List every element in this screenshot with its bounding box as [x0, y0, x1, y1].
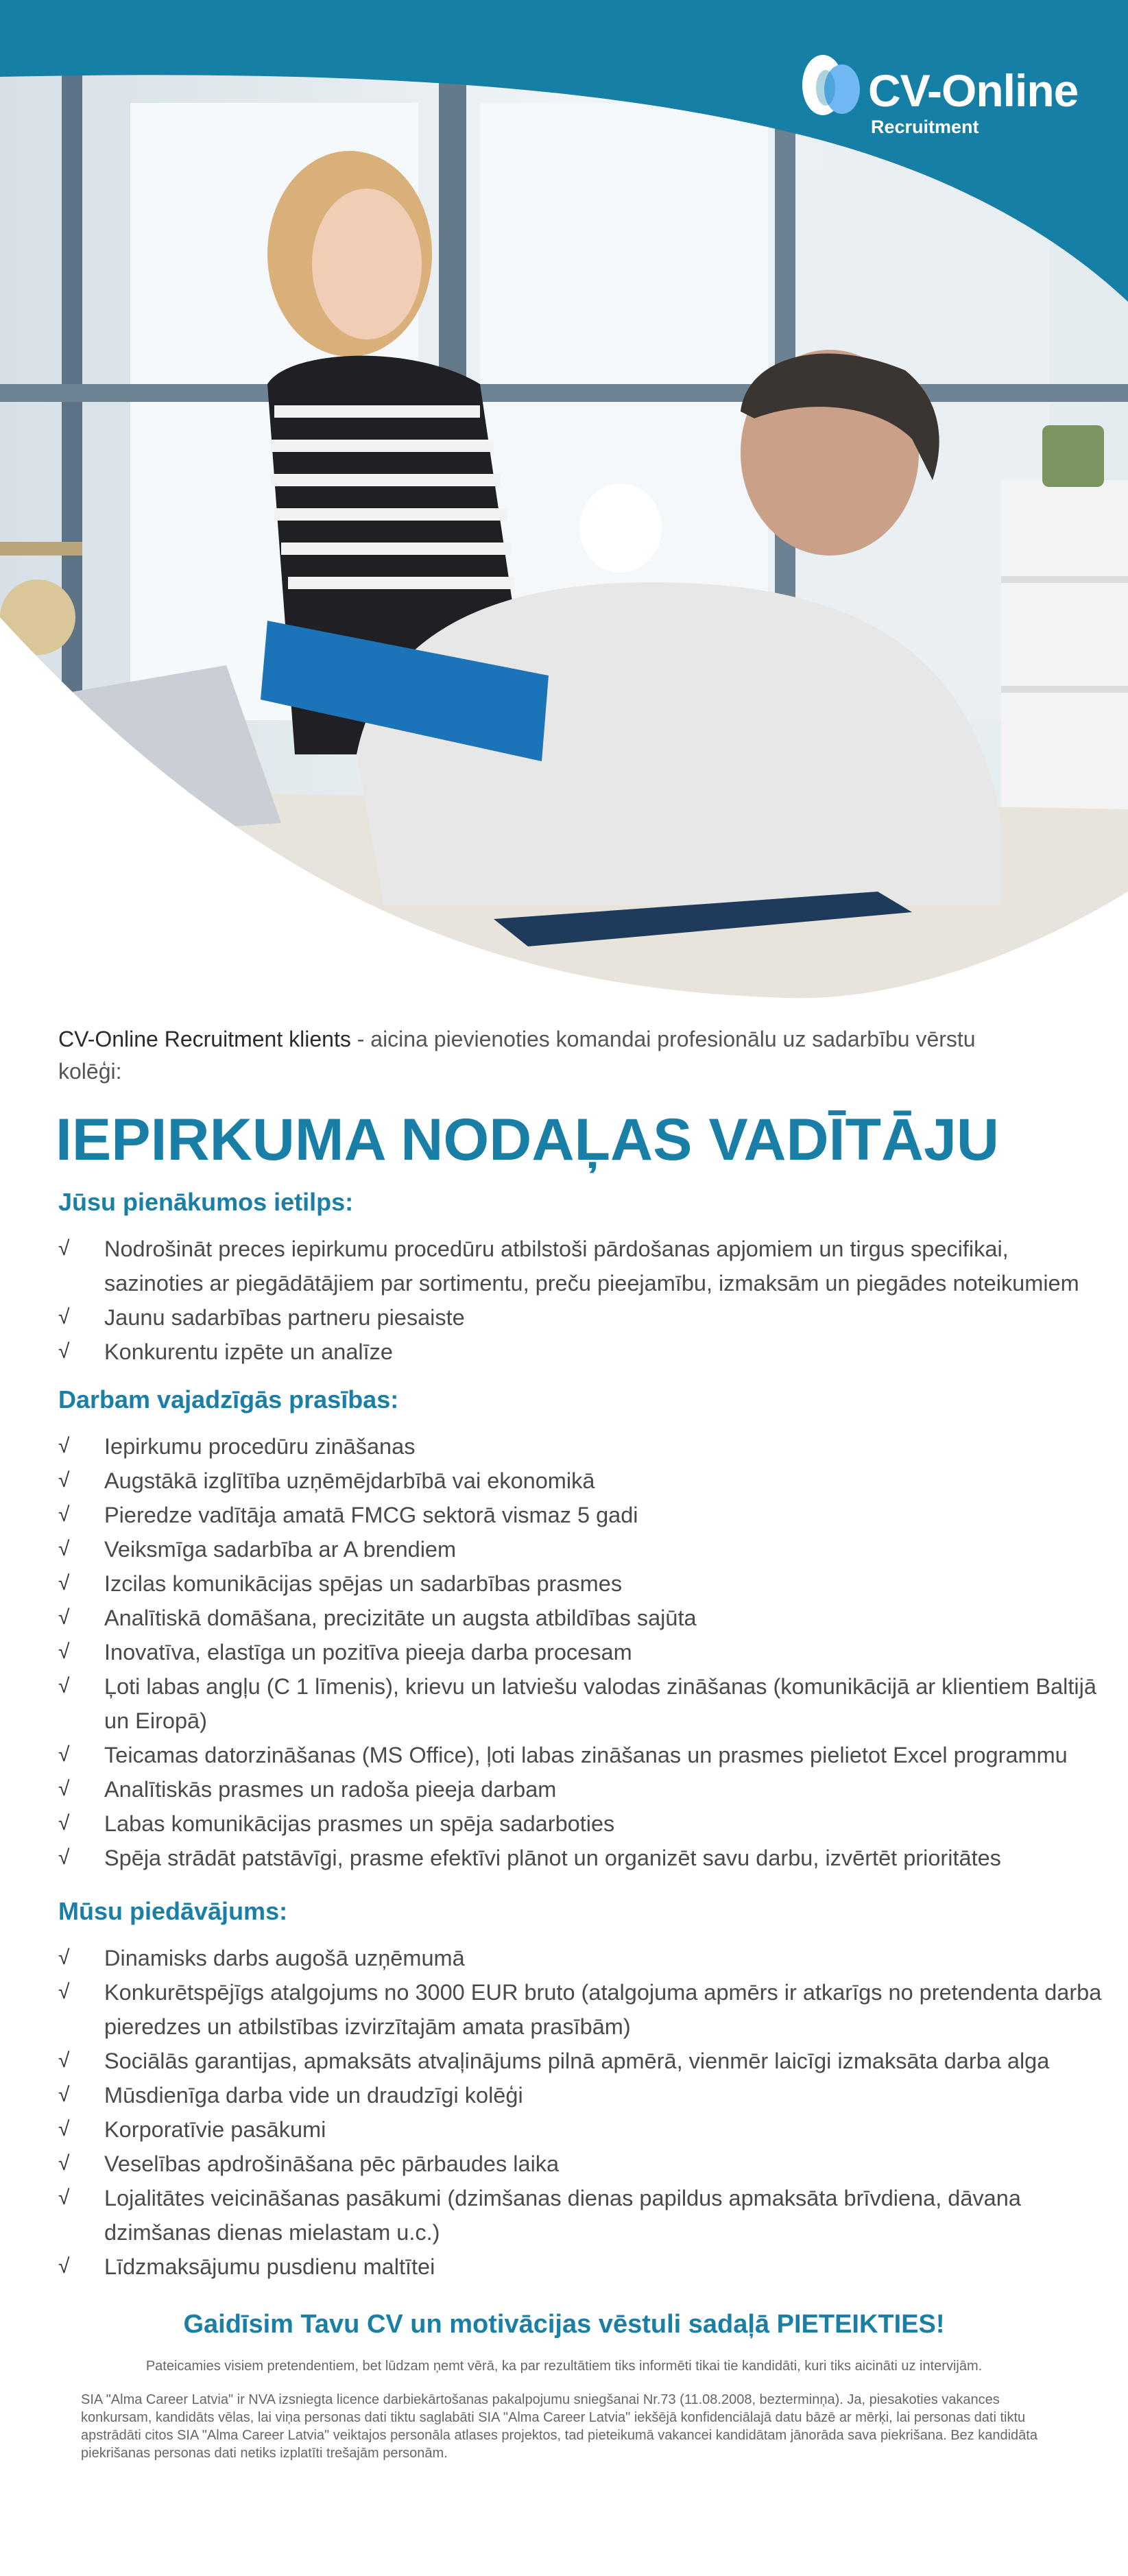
checkmark-icon: √: [58, 1641, 70, 1663]
list-item: [58, 1300, 1107, 1335]
list-item-text: Spēja strādāt patstāvīgi, prasme efektīvi plānot un organizēt savu darbu, izvērtēt prioritātes: [104, 1846, 1001, 1870]
checkmark-icon: √: [58, 2118, 70, 2140]
list-item: [58, 2078, 1107, 2112]
responsibilities-list: [58, 1232, 1107, 1369]
checkmark-icon: √: [58, 2152, 70, 2175]
list-item: [58, 1941, 1107, 1975]
checkmark-icon: √: [58, 2049, 70, 2072]
list-item: [58, 1806, 1107, 1841]
list-item: [58, 1566, 1107, 1601]
list-item: [58, 1335, 1107, 1369]
checkmark-icon: √: [58, 1778, 70, 1800]
checkmark-icon: √: [58, 1469, 70, 1492]
list-item-text: Augstākā izglītība uzņēmējdarbībā vai ekonomikā: [104, 1468, 595, 1493]
disclaimer-text: Pateicamies visiem pretendentiem, bet lūdzam ņemt vērā, ka par rezultātiem tiks informēti tikai tie kandidāti, kuri tiks aicināti uz intervijām.: [145, 2359, 983, 2374]
list-item: [58, 1669, 1107, 1738]
offer-heading: Mūsu piedāvājums:: [58, 1897, 288, 1925]
checkmark-icon: √: [58, 1675, 70, 1697]
checkmark-icon: √: [58, 1340, 70, 1363]
list-item-text: Jaunu sadarbības partneru piesaiste: [104, 1305, 465, 1330]
list-item-text: Sociālās garantijas, apmaksāts atvaļinājums pilnā apmērā, vienmēr laicīgi izmaksāta darba alga: [104, 2049, 1050, 2073]
list-item: [58, 1635, 1107, 1669]
list-item-text: Korporatīvie pasākumi: [104, 2117, 326, 2142]
cv-online-logo-icon: [797, 51, 865, 119]
client-name: CV-Online Recruitment klients: [58, 1027, 351, 1051]
list-item-text: Nodrošināt preces iepirkumu procedūru atbilstoši pārdošanas apjomiem un tirgus specifikai, sazinoties ar piegādātājiem par sortimentu, preču pieejamību, izmaksām un piegādes noteikumiem: [104, 1237, 1079, 1296]
brand-subtitle: Recruitment: [871, 117, 979, 137]
apply-call-to-action[interactable]: Gaidīsim Tavu CV un motivācijas vēstuli sadaļā PIETEIKTIES!: [183, 2310, 945, 2339]
list-item: [58, 1738, 1107, 1772]
list-item-text: Dinamisks darbs augošā uzņēmumā: [104, 1946, 465, 1970]
list-item-text: Analītiskās prasmes un radoša pieeja darbam: [104, 1777, 557, 1802]
list-item-text: Ļoti labas angļu (C 1 līmenis), krievu un latviešu valodas zināšanas (komunikācijā ar klientiem Baltijā un Eiropā): [104, 1674, 1096, 1733]
list-item-text: Labas komunikācijas prasmes un spēja sadarboties: [104, 1811, 615, 1836]
list-item: [58, 1841, 1107, 1875]
requirements-section: [58, 1384, 1107, 1875]
brand-logo[interactable]: [797, 51, 1085, 147]
list-item: [58, 2044, 1107, 2078]
hero-banner: [0, 0, 1128, 1008]
intro-text: [58, 1023, 1032, 1088]
legal-notice: SIA "Alma Career Latvia" ir NVA izsniegta licence darbiekārtošanas pakalpojumu sniegšanai Nr.73 (11.08.2008, bezterminņa). Ja, piesakoties vakances konkursam, kandidāts vēlas, lai viņa personas dati tiktu saglabāti SIA "Alma Career Latvia" iekšējā konfidenciālajā datu bāzē ar mērķi, lai personas dati tiktu apstrādāti citos SIA "Alma Career Latvia" veiktajos personāla atlases projektos, tad pieteikumā vakancei kandidātam jānorāda sava piekrišana. Bez kandidāta piekrišanas personas dati netiks izplatīti trešajām personām.: [81, 2392, 1037, 2461]
checkmark-icon: √: [58, 1743, 70, 1766]
list-item: [58, 2147, 1107, 2181]
list-item-text: Veselības apdrošināšana pēc pārbaudes laika: [104, 2151, 560, 2176]
checkmark-icon: √: [58, 1306, 70, 1328]
requirements-heading: Darbam vajadzīgās prasības:: [58, 1385, 399, 1414]
job-title: IEPIRKUMA NODAĻAS VADĪTĀJU: [56, 1107, 1000, 1173]
list-item-text: Inovatīva, elastīga un pozitīva pieeja darba procesam: [104, 1640, 632, 1665]
offer-section: [58, 1896, 1107, 2284]
list-item: [58, 1498, 1107, 1532]
office-colleagues-photo: [0, 0, 1128, 1008]
list-item: [58, 1429, 1107, 1464]
list-item-text: Konkurentu izpēte un analīze: [104, 1339, 393, 1364]
list-item: [58, 1464, 1107, 1498]
checkmark-icon: √: [58, 1538, 70, 1560]
list-item-text: Lojalitātes veicināšanas pasākumi (dzimšanas dienas papildus apmaksāta brīvdiena, dāvana dzimšanas dienas mielastam u.c.): [104, 2186, 1021, 2245]
checkmark-icon: √: [58, 2084, 70, 2106]
checkmark-icon: √: [58, 1606, 70, 1629]
checkmark-icon: √: [58, 1237, 70, 1260]
list-item-text: Veiksmīga sadarbība ar A brendiem: [104, 1537, 457, 1562]
checkmark-icon: √: [58, 1846, 70, 1869]
checkmark-icon: √: [58, 1503, 70, 1526]
list-item: [58, 2250, 1107, 2284]
checkmark-icon: √: [58, 1435, 70, 1457]
checkmark-icon: √: [58, 1946, 70, 1969]
list-item-text: Līdzmaksājumu pusdienu maltītei: [104, 2254, 435, 2279]
list-item: [58, 1975, 1107, 2044]
checkmark-icon: √: [58, 1572, 70, 1595]
list-item-text: Analītiskā domāšana, precizitāte un augsta atbildības sajūta: [104, 1606, 697, 1630]
checkmark-icon: √: [58, 2255, 70, 2278]
list-item: [58, 2181, 1107, 2250]
offer-list: [58, 1941, 1107, 2284]
list-item-text: Izcilas komunikācijas spējas un sadarbības prasmes: [104, 1571, 623, 1596]
list-item-text: Teicamas datorzināšanas (MS Office), ļoti labas zināšanas un prasmes pielietot Excel programmu: [104, 1743, 1068, 1767]
list-item: [58, 2112, 1107, 2147]
list-item: [58, 1532, 1107, 1566]
checkmark-icon: √: [58, 2186, 70, 2209]
checkmark-icon: √: [58, 1981, 70, 2003]
list-item-text: Konkurētspējīgs atalgojums no 3000 EUR bruto (atalgojuma apmērs ir atkarīgs no pretendenta darba pieredzes un atbilstības izvirzītajām amata prasībām): [104, 1980, 1102, 2039]
requirements-list: [58, 1429, 1107, 1875]
responsibilities-heading: Jūsu pienākumos ietilps:: [58, 1188, 354, 1216]
list-item: [58, 1232, 1107, 1300]
list-item: [58, 1772, 1107, 1806]
brand-name: CV-Online: [868, 65, 1079, 116]
list-item-text: Mūsdienīga darba vide un draudzīgi kolēģi: [104, 2083, 523, 2108]
list-item-text: Iepirkumu procedūru zināšanas: [104, 1434, 416, 1459]
intro-invitation: - aicina pievienoties komandai profesionālu uz sadarbību vērstu kolēģi:: [58, 1027, 976, 1084]
job-ad-content: [58, 1023, 1107, 2462]
checkmark-icon: √: [58, 1812, 70, 1835]
responsibilities-section: [58, 1186, 1107, 1369]
list-item: [58, 1601, 1107, 1635]
list-item-text: Pieredze vadītāja amatā FMCG sektorā vismaz 5 gadi: [104, 1503, 638, 1527]
